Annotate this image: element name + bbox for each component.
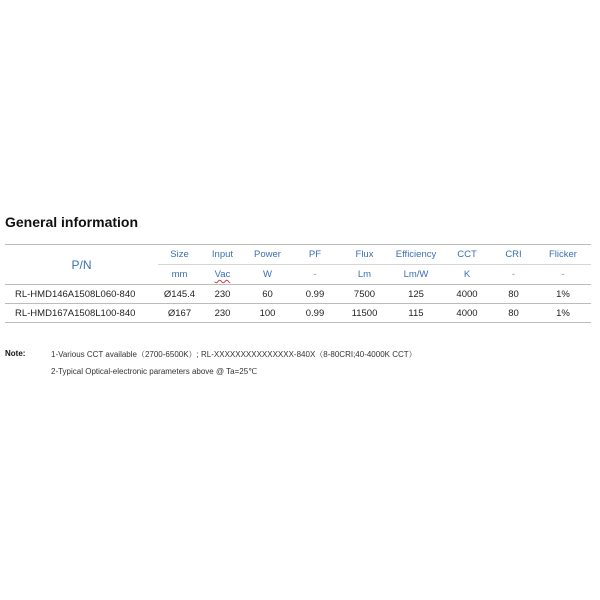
cell-part-number: RL-HMD167A1508L100-840 [5, 304, 158, 323]
cell-input: 230 [201, 304, 244, 323]
cell-size: Ø145.4 [158, 285, 201, 304]
table-row [5, 285, 591, 304]
cell-part-number: RL-HMD146A1508L060-840 [5, 285, 158, 304]
header-pf: PF [291, 245, 339, 265]
header-flux: Flux [339, 245, 390, 265]
cell-efficiency: 115 [390, 304, 442, 323]
cell-input: 230 [201, 285, 244, 304]
cell-power: 60 [244, 285, 291, 304]
unit-cct: K [442, 265, 492, 285]
cell-cct: 4000 [442, 285, 492, 304]
unit-flicker: - [535, 265, 591, 285]
header-flicker: Flicker [535, 245, 591, 265]
cell-pf: 0.99 [291, 285, 339, 304]
unit-pf: - [291, 265, 339, 285]
header-size: Size [158, 245, 201, 265]
cell-power: 100 [244, 304, 291, 323]
header-pn: P/N [5, 245, 158, 285]
note-line-cct: 1-Various CCT available（2700-6500K）; RL-XXXXXXXXXXXXXXX-840X（8-80CRI;40-4000K CCT） [51, 350, 417, 359]
spec-table [5, 244, 591, 323]
unit-size: mm [158, 265, 201, 285]
note-label: Note: [5, 349, 26, 358]
header-power: Power [244, 245, 291, 265]
cell-flux: 11500 [339, 304, 390, 323]
note-line-parameters: 2-Typical Optical-electronic parameters above @ Ta=25℃ [51, 367, 258, 376]
cell-pf: 0.99 [291, 304, 339, 323]
cell-flicker: 1% [535, 304, 591, 323]
unit-power: W [244, 265, 291, 285]
cell-flicker: 1% [535, 285, 591, 304]
cell-cri: 80 [492, 304, 535, 323]
cell-cct: 4000 [442, 304, 492, 323]
unit-input [201, 265, 244, 285]
header-efficiency: Efficiency [390, 245, 442, 265]
table-header-row [5, 245, 591, 265]
cell-efficiency: 125 [390, 285, 442, 304]
cell-size: Ø167 [158, 304, 201, 323]
cell-flux: 7500 [339, 285, 390, 304]
header-input: Input [201, 245, 244, 265]
unit-flux: Lm [339, 265, 390, 285]
header-cct: CCT [442, 245, 492, 265]
unit-cri: - [492, 265, 535, 285]
unit-input-text: Vac [214, 269, 231, 280]
header-cri: CRI [492, 245, 535, 265]
table-row [5, 304, 591, 323]
cell-cri: 80 [492, 285, 535, 304]
section-title: General information [5, 214, 139, 230]
unit-efficiency: Lm/W [390, 265, 442, 285]
